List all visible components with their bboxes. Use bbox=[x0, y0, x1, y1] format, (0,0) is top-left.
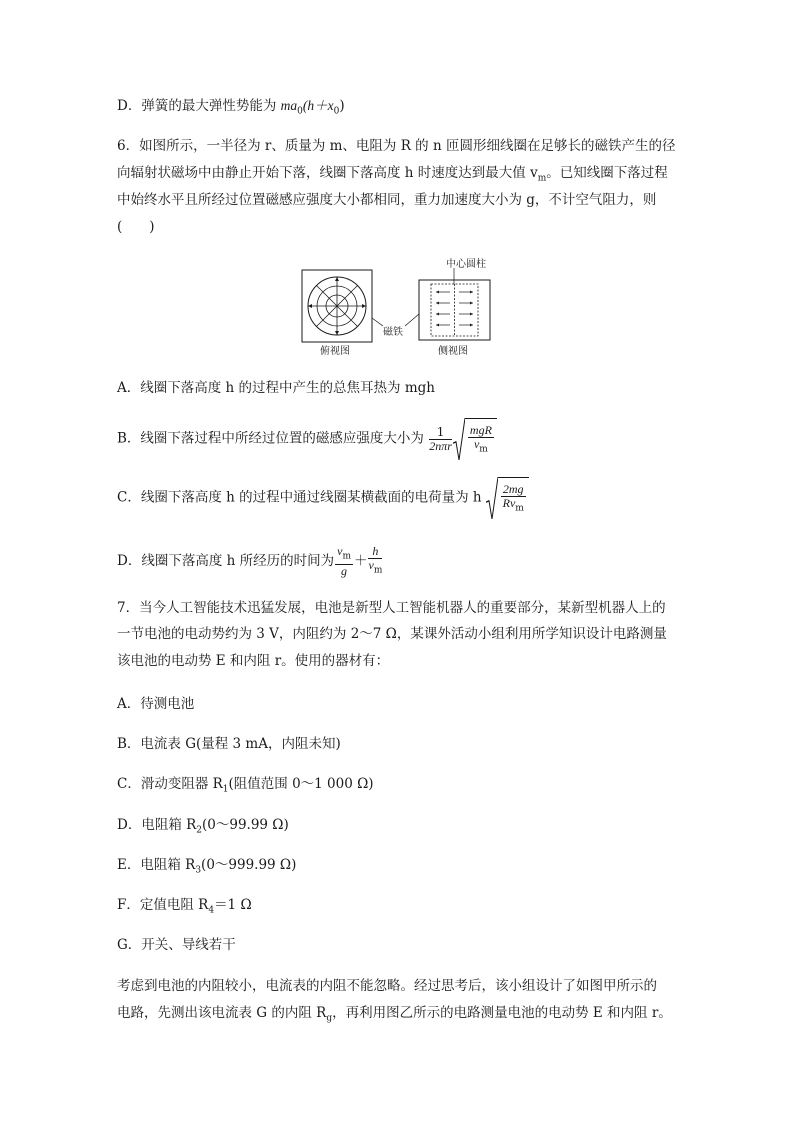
para-line-1: 考虑到电池的内阻较小，电流表的内阻不能忽略。经过思考后，该小组设计了如图甲所示的 bbox=[117, 978, 657, 994]
q7-line-2: 一节电池的电动势约为 3 V，内阻约为 2～7 Ω，某课外活动小组利用所学知识设计电路测量 bbox=[117, 626, 667, 642]
q6-line-1: 6．如图所示，一半径为 r、质量为 m、电阻为 R 的 n 匝圆形细线圈在足够长的磁铁产生的径 bbox=[117, 138, 676, 154]
q6-line-2-sub: m bbox=[537, 173, 547, 184]
option-b-frac-num: 1 bbox=[429, 426, 452, 440]
q6-line-3: 中始终水平且所经过位置磁感应强度大小都相同，重力加速度大小为 g，不计空气阻力，则 bbox=[117, 192, 657, 208]
option-b-sqrt bbox=[453, 418, 497, 460]
option-c-rad-num: 2mg bbox=[502, 482, 524, 497]
option-d-f2-den: v bbox=[368, 558, 374, 573]
option-c-text: C．线圈下落高度 h 的过程中通过线圈某横截面的电荷量为 h bbox=[117, 489, 482, 506]
option-d-prev-close: ) bbox=[339, 98, 345, 114]
sqrt-sign-icon bbox=[486, 477, 498, 519]
item-e-a: E．电阻箱 R bbox=[117, 857, 196, 873]
q6-line-2-a: 向辐射状磁场中由静止开始下落，线圈下落高度 h 时速度达到最大值 v bbox=[117, 165, 538, 181]
item-f-sub: 4 bbox=[208, 905, 215, 916]
option-c bbox=[117, 477, 529, 519]
item-c bbox=[117, 774, 374, 800]
q6-line-2-b: 。已知线圈下落过程 bbox=[546, 165, 668, 181]
item-e-sub: 3 bbox=[195, 865, 202, 876]
item-d bbox=[117, 815, 289, 841]
item-c-a: C．滑动变阻器 R bbox=[117, 776, 223, 792]
item-f-a: F．定值电阻 R bbox=[117, 897, 209, 913]
option-d-text: D．线圈下落高度 h 所经历的时间为 bbox=[117, 553, 335, 569]
option-d-frac-1 bbox=[335, 545, 353, 577]
option-d-plus: ＋ bbox=[353, 553, 368, 569]
item-c-sub: 1 bbox=[222, 784, 229, 795]
q7-line-3: 该电池的电动势 E 和内阻 r。使用的器材有： bbox=[117, 653, 390, 669]
magnet-pointer-right bbox=[405, 314, 419, 326]
item-d-b: (0～99.99 Ω) bbox=[202, 817, 289, 833]
label-top-view: 俯视图 bbox=[320, 346, 350, 357]
q6-line-2 bbox=[117, 163, 668, 189]
item-f-b: ＝1 Ω bbox=[214, 897, 252, 913]
option-b-rad-num: mgR bbox=[469, 423, 492, 438]
option-c-rad-frac bbox=[501, 483, 526, 515]
option-b-fraction bbox=[429, 426, 452, 453]
option-b-rad-frac bbox=[468, 424, 494, 456]
sqrt-sign-icon bbox=[453, 418, 465, 460]
option-d-prev-sub2: 0 bbox=[333, 106, 340, 117]
option-b-rad-den-sub: m bbox=[479, 444, 488, 455]
item-c-b: (阻值范围 0～1 000 Ω) bbox=[228, 776, 374, 792]
option-d-frac-2 bbox=[368, 545, 382, 577]
magnet-coil-figure bbox=[298, 256, 498, 360]
option-b-frac-den: 2nπr bbox=[429, 438, 452, 453]
item-d-a: D．电阻箱 R bbox=[117, 817, 197, 833]
option-d-prev bbox=[117, 96, 345, 122]
option-c-rad-den: Rv bbox=[502, 496, 516, 511]
item-f bbox=[117, 895, 252, 921]
label-magnet: 磁铁 bbox=[383, 327, 403, 338]
para-line-2-a: 电路，先测出该电流表 G 的内阻 R bbox=[117, 1005, 327, 1021]
item-d-sub: 2 bbox=[196, 825, 203, 836]
option-d-prev-expr: ma bbox=[280, 98, 298, 113]
item-a: A．待测电池 bbox=[117, 696, 195, 712]
radial-lines bbox=[308, 277, 366, 335]
item-e-b: (0～999.99 Ω) bbox=[201, 857, 297, 873]
option-d-f1-num-sub: m bbox=[342, 551, 351, 562]
label-side-view: 侧视图 bbox=[438, 346, 468, 357]
option-c-sqrt bbox=[486, 477, 529, 519]
label-center-cylinder: 中心圆柱 bbox=[446, 259, 486, 270]
option-c-rad-den-sub: m bbox=[515, 503, 524, 514]
option-d-f2-den-sub: m bbox=[373, 565, 383, 576]
option-d-prev-rest: (h＋x bbox=[302, 98, 334, 113]
option-b-text: B．线圈下落过程中所经过位置的磁感应强度大小为 bbox=[117, 430, 424, 447]
option-d-prev-text: D．弹簧的最大弹性势能为 bbox=[117, 98, 281, 114]
option-b-rad-den: v bbox=[473, 437, 480, 452]
magnet-pointer-left bbox=[372, 318, 383, 326]
option-d-f1-num: v bbox=[337, 544, 343, 559]
para-line-2-b: ，再利用图乙所示的电路测量电池的电动势 E 和内阻 r。 bbox=[332, 1005, 672, 1021]
q7-line-1: 7．当今人工智能技术迅猛发展，电池是新型人工智能机器人的重要部分，某新型机器人上的 bbox=[117, 600, 666, 616]
option-d bbox=[117, 541, 383, 581]
q6-line-4: ( ) bbox=[117, 219, 155, 235]
item-b: B．电流表 G(量程 3 mA，内阻未知) bbox=[117, 736, 341, 752]
option-d-f1-den: g bbox=[341, 563, 348, 578]
item-g: G．开关、导线若干 bbox=[117, 937, 236, 953]
item-e bbox=[117, 855, 296, 881]
option-d-f2-num: h bbox=[368, 545, 382, 559]
para-line-2-sub: g bbox=[326, 1013, 333, 1024]
option-a: A．线圈下落高度 h 的过程中产生的总焦耳热为 mgh bbox=[117, 380, 435, 396]
option-d-prev-sub: 0 bbox=[297, 106, 303, 117]
option-b bbox=[117, 418, 497, 460]
para-line-2 bbox=[117, 1003, 672, 1029]
